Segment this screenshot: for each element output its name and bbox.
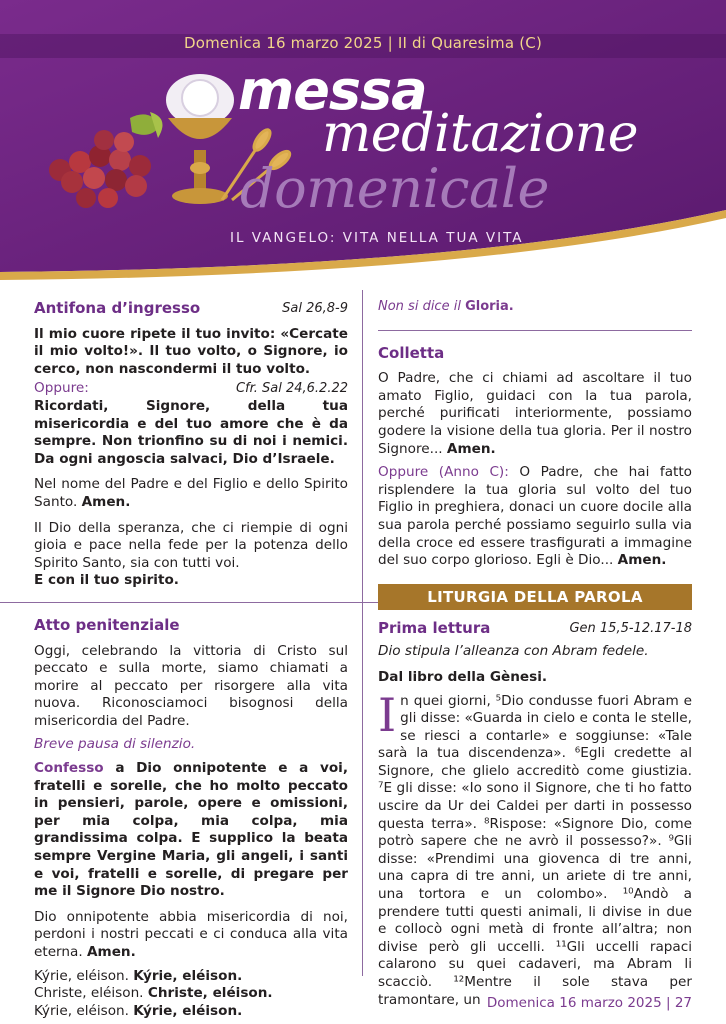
antifona-oppure-text: Ricordati, Signore, della tua misericordia e del tuo amore che è da sempre. Non trionfino su di noi i nemici. Da ogni angoscia salvaci, Dio d’Israele. xyxy=(34,397,348,467)
gloria-note xyxy=(378,298,692,316)
confesso-text: a Dio onnipotente e a voi, fratelli e sorelle, che ho molto peccato in pensieri, parole, opere e omissioni, per mia colpa, mia colpa, mia grandissima colpa. E supplico la beata sempre Vergine Maria, gli angeli, i santi e voi, fratelli e sorelle, di pregare per me il Signore Dio nostro. xyxy=(34,760,348,900)
colletta-oppure-text: O Padre, che hai fatto risplendere la tua gloria sul volto del tuo Figlio in preghiera, donaci un cuore docile alla sua parola perché possiamo seguirlo sulla via della croce ed essere trasfigurati a immagine del suo corpo glorioso. Egli è Dio... xyxy=(378,464,692,569)
dropcap: I xyxy=(378,687,397,742)
divider xyxy=(378,330,692,331)
saluto: Il Dio della speranza, che ci riempie di ogni gioia e pace nella fede per la potenza dello Spirito Santo, sia con tutti voi. xyxy=(34,519,348,571)
colletta-title: Colletta xyxy=(378,343,445,362)
antifona-oppure-ref: Cfr. Sal 24,6.2.22 xyxy=(235,381,348,397)
prima-lettura-heading xyxy=(378,620,692,638)
colletta-oppure-label: Oppure (Anno C): xyxy=(378,464,509,481)
antifona-text: Il mio cuore ripete il tuo invito: «Cercate il mio volto!». Il tuo volto, o Signore, io cerco, non nascondermi il tuo volto. xyxy=(34,325,348,377)
prima-lettura-source: Dal libro della Gènesi. xyxy=(378,668,548,685)
saluto-risposta: E con il tuo spirito. xyxy=(34,572,179,589)
gloria-pre: Non si dice il xyxy=(378,299,461,314)
antifona-oppure-label: Oppure: xyxy=(34,380,89,397)
prima-lettura-title: Prima lettura xyxy=(378,618,491,637)
subtitle: IL VANGELO: VITA NELLA TUA VITA xyxy=(230,230,524,246)
prima-lettura-text: In quei giorni, ⁵Dio condusse fuori Abram e gli disse: «Guarda in cielo e conta le stelle, se riesci a contarle» e soggiunse: «Tale sarà la tua discendenza». ⁶Egli credette al Signore, che glielo accreditò come giustizia. ⁷E gli disse: «Io sono il Signore, che ti ho fatto uscire da Ur dei Caldei per darti in possesso questa terra». ⁸Rispose: «Signore Dio, come potrò sapere che ne avrò il possesso?». ⁹Gli disse: «Prendimi una giovenca di tre anni, una capra di tre anni, un ariete di tre anni, una tortora e un colombo». ¹⁰Andò a prendere tutti questi animali, li divise in due e collocò ogni metà di fronte all’altra; non divise però gli uccelli. ¹¹Gli uccelli rapaci calarono su quei cadaveri, ma Abram li scacciò. ¹²Mentre il sole stava per tramontare, un xyxy=(378,687,692,1008)
page-footer: Domenica 16 marzo 2025 | 27 xyxy=(486,995,692,1011)
antifona-oppure-line xyxy=(34,380,348,398)
atto-pausa: Breve pausa di silenzio. xyxy=(34,736,196,753)
date-bar: Domenica 16 marzo 2025 | II di Quaresima (C) xyxy=(183,34,543,52)
atto-intro: Oggi, celebrando la vittoria di Cristo sul peccato e sulla morte, siamo chiamati a morire al peccato per risorgere alla vita nuova. Riconosciamoci bisognosi della misericordia del Padre. xyxy=(34,642,348,729)
column-divider xyxy=(362,290,363,976)
antifona-heading xyxy=(34,300,348,318)
title-messa: messa xyxy=(238,59,427,122)
right-column xyxy=(378,296,692,1009)
antifona-title: Antifona d’ingresso xyxy=(34,299,201,317)
confesso-label: Confesso xyxy=(34,760,104,777)
kyrie-line: Kýrie, eléison. Kýrie, eléison. xyxy=(34,967,243,984)
assoluzione-text: Dio onnipotente abbia misericordia di noi, perdoni i nostri peccati e ci conduca alla vita eterna. xyxy=(34,908,348,960)
antifona-ref: Sal 26,8-9 xyxy=(282,301,348,316)
colletta-oppure xyxy=(378,464,692,570)
masthead xyxy=(0,0,726,290)
title-meditazione: meditazione xyxy=(322,104,638,164)
segno-croce-text: Nel nome del Padre e del Figlio e dello Spirito Santo. xyxy=(34,476,348,510)
kyrie-line: Kýrie, eléison. Kýrie, eléison. xyxy=(34,1002,243,1019)
colletta-text: O Padre, che ci chiami ad ascoltare il tuo amato Figlio, guidaci con la tua parola, perché purificati interiormente, possiamo godere la visione della tua gloria. Per il nostro Signore... Amen. xyxy=(378,370,692,457)
prima-lettura-ref: Gen 15,5-12.17-18 xyxy=(569,620,692,636)
kyrie-line: Christe, eléison. Christe, eléison. xyxy=(34,985,273,1002)
left-column xyxy=(34,296,348,1020)
colletta-oppure-amen: Amen. xyxy=(617,552,667,569)
assoluzione-amen: Amen. xyxy=(87,944,136,960)
divider xyxy=(0,602,382,603)
title-domenicale: domenicale xyxy=(240,157,549,220)
kyrie-list xyxy=(34,968,348,1021)
confesso xyxy=(34,760,348,901)
prima-lettura-summary: Dio stipula l’alleanza con Abram fedele. xyxy=(378,643,649,660)
colletta-amen: Amen. xyxy=(446,440,496,457)
segno-croce xyxy=(34,476,348,511)
gloria-word: Gloria. xyxy=(465,299,514,314)
assoluzione xyxy=(34,909,348,962)
liturgia-band: LITURGIA DELLA PAROLA xyxy=(378,584,692,610)
segno-croce-amen: Amen. xyxy=(81,493,131,510)
atto-title: Atto penitenziale xyxy=(34,615,180,634)
